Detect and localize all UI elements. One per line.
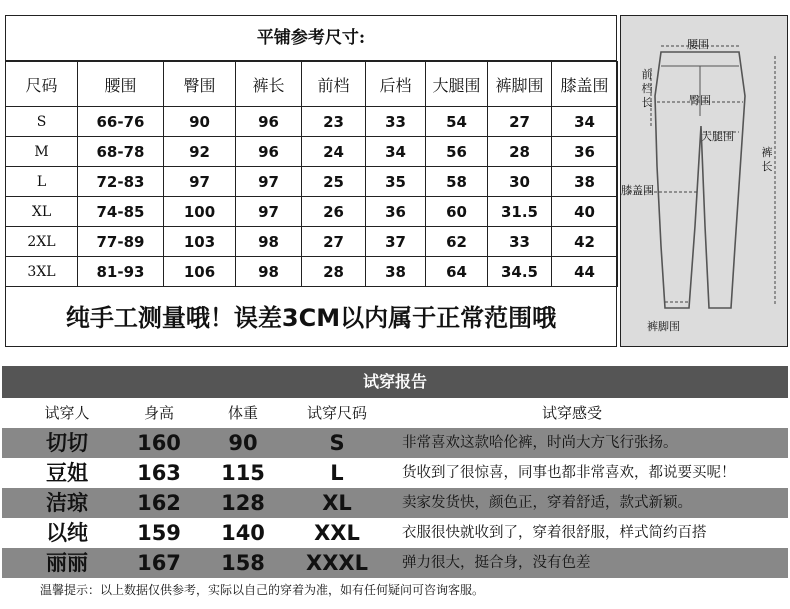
report-row [2,428,788,458]
table-row [6,197,618,227]
table-cell: 44 [552,257,618,287]
table-cell: 37 [366,227,426,257]
tester-height: 159 [137,521,181,545]
table-cell: 40 [552,197,618,227]
tester-weight: 158 [221,551,265,575]
tester-comment: 弹力很大，挺合身，没有色差 [402,555,591,571]
table-cell: 34.5 [488,257,552,287]
table-cell: 106 [164,257,236,287]
tester-comment: 非常喜欢这款哈伦裤，时尚大方飞行张扬。 [402,435,678,451]
tester-size: XL [322,491,352,515]
table-cell: 58 [426,167,488,197]
report-header [2,398,788,428]
waist-label: 腰围 [687,38,709,51]
table-cell: 60 [426,197,488,227]
table-cell: 38 [552,167,618,197]
report-row [2,518,788,548]
table-cell: 24 [302,137,366,167]
table-cell: 56 [426,137,488,167]
table-row [6,257,618,287]
tester-size: S [329,431,345,455]
tester-name: 豆姐 [46,461,88,485]
table-row [6,227,618,257]
tester-comment: 衣服很快就收到了，穿着很舒服，样式简约百搭 [402,525,707,541]
tester-weight: 90 [228,431,258,455]
table-cell: 103 [164,227,236,257]
table-cell: 36 [552,137,618,167]
table-cell: 33 [366,107,426,137]
table-cell: 97 [164,167,236,197]
tester-size: L [330,461,344,485]
length-label: 裤长 [761,146,773,173]
report-row [2,548,788,578]
tester-name: 以纯 [46,521,88,545]
table-cell: 96 [236,137,302,167]
table-cell: 68-78 [78,137,164,167]
tester-weight: 115 [221,461,265,485]
tester-comment: 卖家发货快，颜色正，穿着舒适，款式新颖。 [402,495,692,511]
table-cell: 62 [426,227,488,257]
table-cell: 28 [488,137,552,167]
table-row [6,137,618,167]
tester-name: 洁琼 [46,491,88,515]
size-cell: L [6,167,78,197]
header-cell: 尺码 [6,62,78,107]
size-cell: XL [6,197,78,227]
header-cell: 裤脚围 [488,62,552,107]
table-cell: 92 [164,137,236,167]
tester-comment: 货收到了很惊喜，同事也都非常喜欢，都说要买呢！ [402,465,736,481]
size-cell: 2XL [6,227,78,257]
table-cell: 34 [552,107,618,137]
tester-size: XXXL [306,551,368,575]
table-cell: 81-93 [78,257,164,287]
table-cell: 66-76 [78,107,164,137]
table-cell: 30 [488,167,552,197]
pants-outline-icon [621,16,787,346]
header-cell: 大腿围 [426,62,488,107]
table-cell: 42 [552,227,618,257]
size-cell: 3XL [6,257,78,287]
hem-label: 裤脚围 [647,320,680,333]
table-cell: 77-89 [78,227,164,257]
table-cell: 97 [236,167,302,197]
table-cell: 23 [302,107,366,137]
pants-diagram [620,15,788,347]
table-cell: 36 [366,197,426,227]
tester-height: 163 [137,461,181,485]
table-cell: 27 [302,227,366,257]
header-cell: 臀围 [164,62,236,107]
header-cell: 后档 [366,62,426,107]
table-cell: 33 [488,227,552,257]
table-cell: 98 [236,257,302,287]
table-cell: 54 [426,107,488,137]
tester-weight: 128 [221,491,265,515]
table-cell: 98 [236,227,302,257]
table-cell: 64 [426,257,488,287]
tester-name: 丽丽 [46,551,88,575]
size-table [5,61,618,287]
tester-size: XXL [314,521,360,545]
table-cell: 31.5 [488,197,552,227]
knee-label: 膝盖围 [621,184,654,197]
header-cell: 膝盖围 [552,62,618,107]
table-cell: 28 [302,257,366,287]
header-cell: 裤长 [236,62,302,107]
tester-weight: 140 [221,521,265,545]
report-row [2,488,788,518]
header-cell: 腰围 [78,62,164,107]
footnote: 温馨提示：以上数据仅供参考，实际以自己的穿着为准，如有任何疑问可咨询客服。 [40,583,485,597]
tester-height: 162 [137,491,181,515]
table-row [6,107,618,137]
size-cell: M [6,137,78,167]
table-cell: 96 [236,107,302,137]
tester-height: 167 [137,551,181,575]
table-cell: 38 [366,257,426,287]
thigh-label: 大腿围 [701,130,734,143]
table-cell: 27 [488,107,552,137]
table-cell: 90 [164,107,236,137]
tester-name: 切切 [46,431,88,455]
hip-label: 臀围 [689,94,711,107]
table-cell: 97 [236,197,302,227]
table-cell: 26 [302,197,366,227]
size-table-header [6,62,618,107]
header-tester: 试穿人 [44,404,90,422]
table-cell: 74-85 [78,197,164,227]
table-row [6,167,618,197]
size-chart-title: 平铺参考尺寸: [5,15,617,61]
report-row [2,458,788,488]
header-height: 身高 [143,404,174,422]
table-cell: 35 [366,167,426,197]
header-weight: 体重 [227,404,258,422]
table-cell: 100 [164,197,236,227]
header-size: 试穿尺码 [306,404,367,422]
tester-height: 160 [137,431,181,455]
measurement-notice: 纯手工测量哦！误差3CM以内属于正常范围哦 [65,304,557,332]
table-cell: 25 [302,167,366,197]
size-cell: S [6,107,78,137]
report-title: 试穿报告 [2,366,788,398]
header-feedback: 试穿感受 [541,404,602,422]
table-cell: 34 [366,137,426,167]
header-cell: 前档 [302,62,366,107]
table-cell: 72-83 [78,167,164,197]
front-rise-label: 前档长 [641,68,653,109]
